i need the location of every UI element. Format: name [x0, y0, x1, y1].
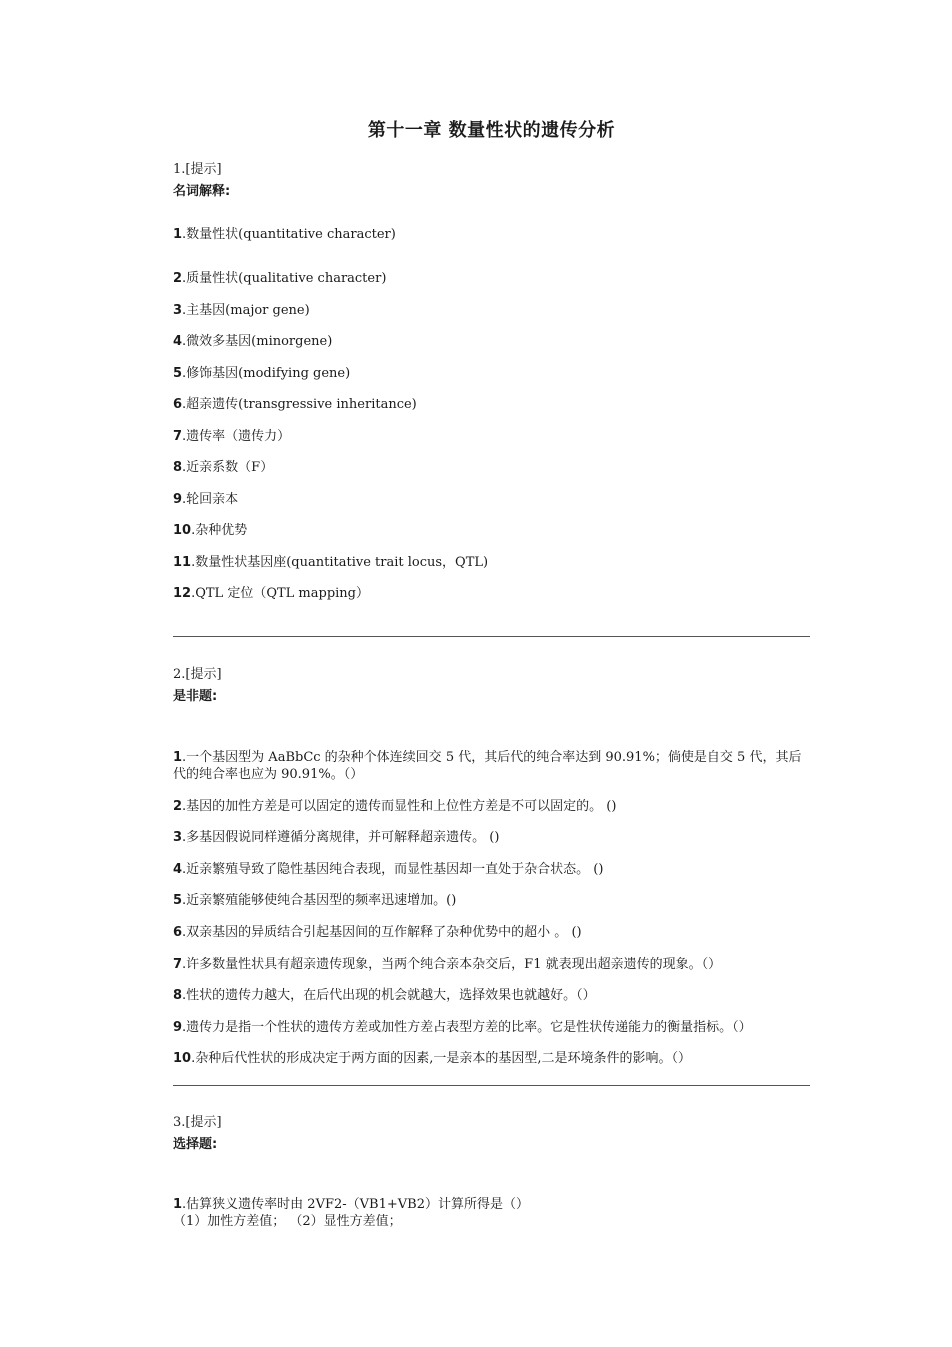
item-text: .一个基因型为 AaBbCc 的杂种个体连续回交 5 代，其后代的纯合率达到 90.91%；倘使是自交 5 代，其后代的纯合率也应为 90.91%。（） — [173, 750, 802, 782]
item-number: 1 — [173, 227, 183, 242]
section-divider — [173, 1085, 810, 1086]
item-number: 1 — [173, 750, 183, 765]
item-number: 8 — [173, 988, 183, 1004]
list-item — [173, 396, 810, 413]
item-number: 8 — [173, 460, 183, 475]
list-item — [173, 749, 810, 783]
item-text: .多基因假说同样遵循分离规律，并可解释超亲遗传。 () — [182, 830, 500, 846]
item-text: .杂种优势 — [191, 523, 248, 538]
item-text: .质量性状(qualitative character) — [182, 271, 387, 286]
list-item — [173, 302, 810, 319]
item-text: .基因的加性方差是可以固定的遗传而显性和上位性方差是不可以固定的。 () — [182, 798, 617, 814]
list-item — [173, 522, 810, 539]
list-item — [173, 270, 810, 287]
hint-label: 3.[提示] — [173, 1115, 222, 1130]
item-text: .超亲遗传(transgressive inheritance) — [182, 397, 417, 412]
item-number: 11 — [173, 554, 192, 570]
list-item — [173, 829, 810, 846]
section-divider — [173, 636, 810, 637]
page-title: 第十一章 数量性状的遗传分析 — [367, 120, 616, 141]
item-number: 10 — [173, 1051, 192, 1067]
item-text: .轮回亲本 — [182, 491, 239, 507]
item-text: .许多数量性状具有超亲遗传现象，当两个纯合亲本杂交后，F1 就表现出超亲遗传的现象。（） — [182, 956, 722, 972]
item-number: 3 — [173, 302, 183, 318]
item-text: .近亲系数（F） — [182, 460, 274, 475]
list-item — [173, 333, 810, 350]
item-text: .主基因(major gene) — [182, 302, 310, 318]
list-item — [173, 861, 810, 878]
item-text: .遗传率（遗传力） — [182, 428, 291, 444]
item-text: .杂种后代性状的形成决定于两方面的因素,一是亲本的基因型,二是环境条件的影响。（） — [191, 1051, 691, 1067]
section-true-false — [173, 666, 810, 1082]
item-text: .近亲繁殖导致了隐性基因纯合表现，而显性基因却一直处于杂合状态。 () — [182, 861, 604, 877]
item-text: .数量性状基因座(quantitative trait locus，QTL) — [191, 554, 489, 570]
item-text: .估算狭义遗传率时由 2VF2-（VB1+VB2）计算所得是（） — [182, 1197, 529, 1212]
list-item — [173, 956, 810, 973]
list-item — [173, 585, 810, 602]
item-number: 5 — [173, 893, 183, 909]
item-text: .性状的遗传力越大，在后代出现的机会就越大，选择效果也就越好。（） — [182, 988, 596, 1004]
hint-label: 1.[提示] — [173, 162, 222, 177]
item-number: 7 — [173, 428, 183, 444]
item-number: 12 — [173, 586, 192, 601]
list-item — [173, 987, 810, 1004]
item-number: 7 — [173, 956, 183, 972]
answer-options: （1）加性方差值； （2）显性方差值； — [173, 1214, 402, 1229]
item-number: 6 — [173, 924, 183, 940]
list-item — [173, 892, 810, 909]
section-heading: 是非题: — [173, 689, 218, 704]
list-item — [173, 428, 810, 445]
list-item — [173, 459, 810, 476]
item-number: 6 — [173, 397, 183, 412]
item-text: .修饰基因(modifying gene) — [182, 365, 351, 381]
item-number: 4 — [173, 334, 183, 349]
list-item — [173, 798, 810, 815]
list-item — [173, 1050, 810, 1067]
question-list — [173, 1196, 810, 1213]
item-number: 4 — [173, 861, 183, 877]
hint-label: 2.[提示] — [173, 667, 222, 682]
item-text: .双亲基因的异质结合引起基因间的互作解释了杂种优势中的超小 。 () — [182, 924, 582, 940]
list-item — [173, 226, 810, 243]
question-list — [173, 749, 810, 1067]
item-text: .微效多基因(minorgene) — [182, 334, 333, 349]
section-definitions — [173, 161, 810, 617]
item-text: .数量性状(quantitative character) — [182, 227, 396, 242]
list-item — [173, 491, 810, 508]
item-number: 10 — [173, 523, 192, 538]
item-number: 5 — [173, 365, 183, 381]
item-number: 2 — [173, 798, 183, 814]
definition-list — [173, 226, 810, 602]
item-text: .近亲繁殖能够使纯合基因型的频率迅速增加。() — [182, 893, 457, 909]
list-item — [173, 1019, 810, 1036]
item-number: 2 — [173, 271, 183, 286]
item-number: 9 — [173, 491, 183, 507]
section-heading: 名词解释: — [173, 184, 231, 199]
item-text: .QTL 定位（QTL mapping） — [191, 586, 369, 601]
item-number: 3 — [173, 830, 183, 846]
list-item — [173, 554, 810, 571]
section-heading: 选择题: — [173, 1137, 218, 1152]
item-text: .遗传力是指一个性状的遗传方差或加性方差占表型方差的比率。它是性状传递能力的衡量指标。（） — [182, 1019, 752, 1035]
item-number: 9 — [173, 1019, 183, 1035]
list-item — [173, 924, 810, 941]
section-multiple-choice — [173, 1114, 810, 1230]
item-number: 1 — [173, 1197, 183, 1212]
list-item — [173, 1196, 810, 1213]
list-item — [173, 365, 810, 382]
